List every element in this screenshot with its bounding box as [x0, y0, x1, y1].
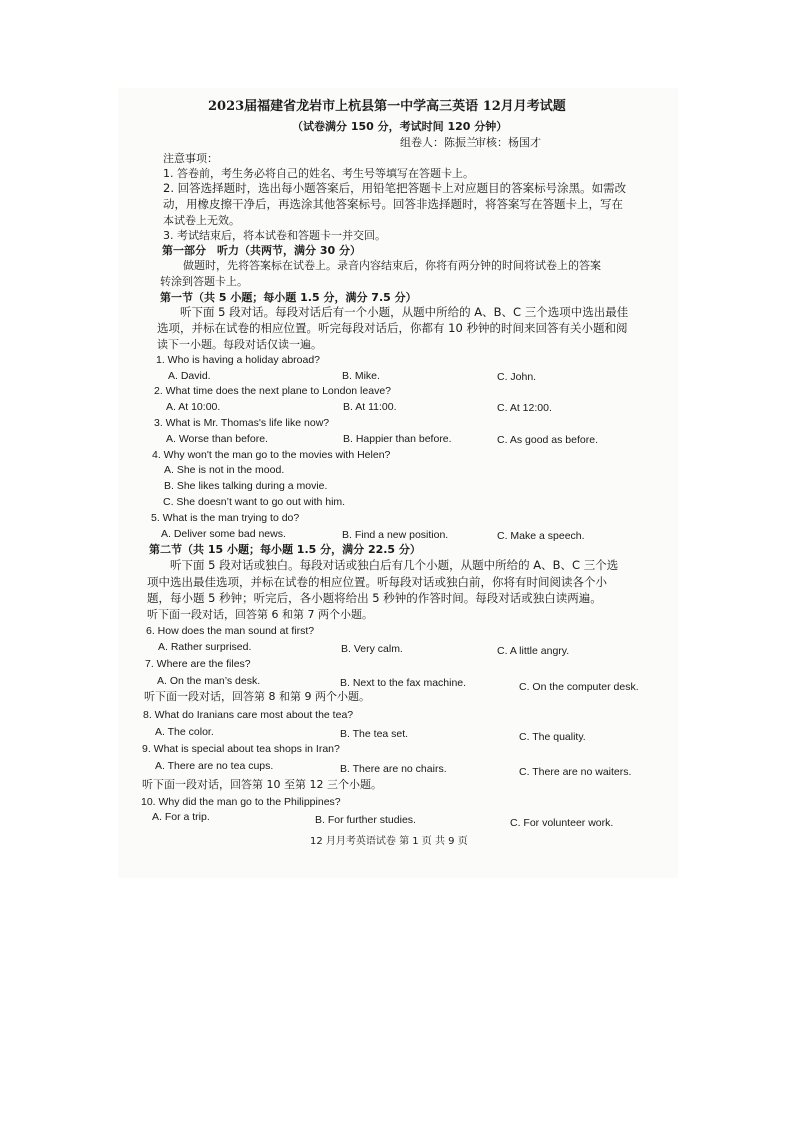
question-5-option-a: A. Deliver some bad news.: [161, 528, 286, 540]
question-4-stem: 4. Why won't the man go to the movies with Helen?: [152, 449, 391, 461]
reviewer: 审核：杨国才: [475, 136, 541, 149]
note-2-line-3: 本试卷上无效。: [163, 214, 240, 227]
question-4-option-b: B. She likes talking during a movie.: [164, 480, 328, 492]
question-6-option-c: C. A little angry.: [497, 645, 570, 657]
section-2-heading: 第二节（共 15 小题；每小题 1.5 分，满分 22.5 分）: [149, 543, 421, 556]
exam-info: （试卷满分 150 分，考试时间 120 分钟）: [292, 120, 508, 133]
question-7-stem: 7. Where are the files?: [145, 658, 251, 670]
part-1-intro-line-2: 转涂到答题卡上。: [160, 275, 248, 288]
section-1-heading: 第一节（共 5 小题；每小题 1.5 分，满分 7.5 分）: [160, 291, 417, 304]
question-8-option-a: A. The color.: [155, 726, 214, 738]
question-9-option-a: A. There are no tea cups.: [155, 760, 274, 772]
section-1-intro-line-2: 选项，并标在试卷的相应位置。听完每段对话后，你都有 10 秒钟的时间来回答有关小题和阅: [157, 321, 628, 335]
section-2-intro-line-2: 项中选出最佳选项，并标在试卷的相应位置。听每段对话或独白前，你将有时间阅读各个小: [147, 575, 607, 589]
section-2-intro-line-3: 题，每小题 5 秒钟；听完后，各小题将给出 5 秒钟的作答时间。每段对话或独白读两遍。: [147, 591, 602, 605]
question-7-option-b: B. Next to the fax machine.: [340, 677, 467, 689]
prompt-questions-8-9: 听下面一段对话，回答第 8 和第 9 两个小题。: [144, 690, 370, 703]
question-8-option-b: B. The tea set.: [340, 728, 409, 740]
question-6-stem: 6. How does the man sound at first?: [146, 625, 315, 637]
question-1-stem: 1. Who is having a holiday abroad?: [156, 354, 321, 366]
question-3-stem: 3. What is Mr. Thomas's life like now?: [154, 417, 330, 429]
question-4-option-c: C. She doesn’t want to go out with him.: [163, 496, 346, 508]
question-3-option-a: A. Worse than before.: [166, 433, 268, 445]
question-10-option-c: C. For volunteer work.: [510, 817, 614, 829]
question-10-stem: 10. Why did the man go to the Philippines?: [141, 796, 341, 808]
section-2-intro-line-1: 听下面 5 段对话或独白。每段对话或独白后有几个小题，从题中所给的 A、B、C 三个选: [170, 558, 619, 572]
question-1-option-b: B. Mike.: [342, 370, 380, 382]
note-1: 1. 答卷前，考生务必将自己的姓名、考生号等填写在答题卡上。: [163, 167, 474, 180]
question-9-stem: 9. What is special about tea shops in Iran?: [142, 743, 340, 755]
question-9-option-c: C. There are no waiters.: [519, 766, 632, 778]
notes-heading: 注意事项：: [163, 152, 218, 165]
question-9-option-b: B. There are no chairs.: [340, 763, 447, 775]
section-1-intro-line-3: 读下一小题。每段对话仅读一遍。: [157, 338, 322, 351]
prompt-questions-10-12: 听下面一段对话，回答第 10 至第 12 三个小题。: [142, 778, 382, 791]
question-4-option-a: A. She is not in the mood.: [164, 464, 285, 476]
question-10-option-a: A. For a trip.: [152, 811, 210, 823]
question-1-option-a: A. David.: [168, 370, 211, 382]
note-2-line-2: 动，用橡皮擦干净后，再选涂其他答案标号。回答非选择题时，将答案写在答题卡上，写在: [163, 197, 623, 211]
question-2-option-a: A. At 10:00.: [166, 401, 221, 413]
question-3-option-b: B. Happier than before.: [343, 433, 452, 445]
question-7-option-a: A. On the man’s desk.: [157, 675, 261, 687]
question-8-option-c: C. The quality.: [519, 731, 586, 743]
question-2-stem: 2. What time does the next plane to London leave?: [154, 385, 391, 397]
question-2-option-b: B. At 11:00.: [343, 401, 397, 413]
question-3-option-c: C. As good as before.: [497, 434, 598, 446]
part-1-heading: 第一部分 听力（共两节，满分 30 分）: [162, 244, 361, 257]
question-6-option-b: B. Very calm.: [341, 643, 403, 655]
question-1-option-c: C. John.: [497, 371, 537, 383]
page-title: 2023届福建省龙岩市上杭县第一中学高三英语 12月月考试题: [208, 99, 566, 114]
note-2-line-1: 2. 回答选择题时，选出每小题答案后，用铅笔把答题卡上对应题目的答案标号涂黑。如需改: [163, 181, 627, 195]
part-1-intro-line-1: 做题时，先将答案标在试卷上。录音内容结束后，你将有两分钟的时间将试卷上的答案: [183, 259, 601, 272]
section-1-intro-line-1: 听下面 5 段对话。每段对话后有一个小题，从题中所给的 A、B、C 三个选项中选出最佳: [180, 305, 629, 319]
question-2-option-c: C. At 12:00.: [497, 402, 552, 414]
page-footer: 12 月月考英语试卷 第 1 页 共 9 页: [310, 836, 468, 847]
question-5-stem: 5. What is the man trying to do?: [151, 512, 300, 524]
question-7-option-c: C. On the computer desk.: [519, 681, 639, 693]
question-8-stem: 8. What do Iranians care most about the tea?: [143, 709, 354, 721]
question-10-option-b: B. For further studies.: [315, 814, 416, 826]
note-3: 3. 考试结束后，将本试卷和答题卡一并交回。: [163, 229, 386, 242]
question-5-option-b: B. Find a new position.: [342, 529, 449, 541]
prompt-questions-6-7: 听下面一段对话，回答第 6 和第 7 两个小题。: [147, 608, 373, 621]
question-6-option-a: A. Rather surprised.: [158, 641, 252, 653]
compiler: 组卷人：陈振兰: [400, 136, 477, 149]
question-5-option-c: C. Make a speech.: [497, 530, 585, 542]
